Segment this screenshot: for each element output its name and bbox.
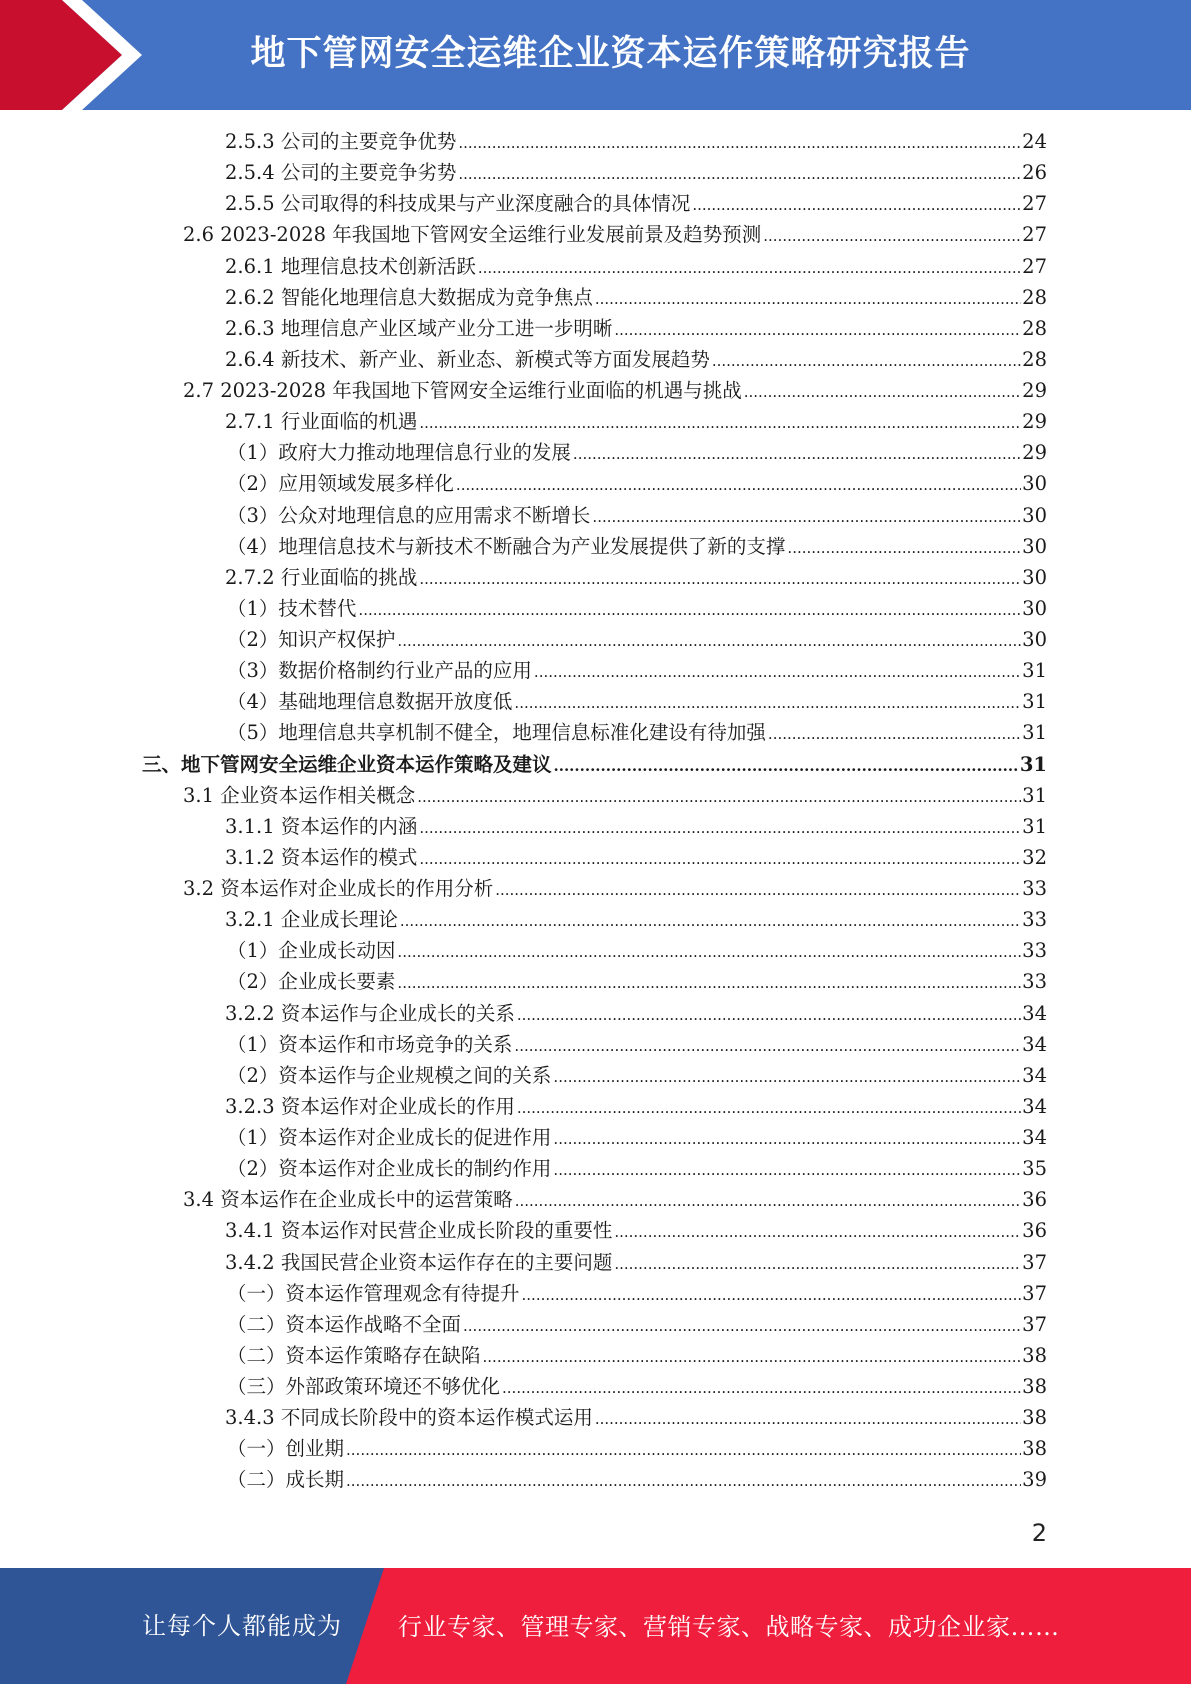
- toc-entry[interactable]: [0, 781, 1191, 812]
- toc-dot-leader: [397, 626, 1021, 657]
- toc-dot-leader: [419, 564, 1021, 595]
- toc-dot-leader: [417, 782, 1021, 813]
- toc-dot-leader: [346, 1435, 1021, 1466]
- toc-entry-page: 38: [1022, 1437, 1047, 1461]
- toc-entry[interactable]: [0, 252, 1191, 283]
- toc-entry-page: 29: [1022, 441, 1047, 465]
- toc-entry-label: 2.5.4 公司的主要竞争劣势: [225, 161, 457, 185]
- toc-entry[interactable]: [0, 1154, 1191, 1185]
- toc-entry[interactable]: [0, 438, 1191, 469]
- toc-dot-leader: [614, 1249, 1021, 1280]
- toc-dot-leader: [522, 1280, 1022, 1311]
- footer-banner: [0, 1568, 1191, 1684]
- toc-entry[interactable]: [0, 407, 1191, 438]
- toc-entry-page: 30: [1022, 534, 1047, 558]
- toc-entry-label: （2）知识产权保护: [227, 628, 396, 652]
- toc-entry-label: （3）数据价格制约行业产品的应用: [227, 659, 532, 683]
- toc-dot-leader: [554, 751, 1019, 782]
- toc-dot-leader: [592, 502, 1021, 533]
- toc-entry-label: （1）技术替代: [227, 596, 357, 620]
- toc-entry[interactable]: [0, 874, 1191, 905]
- table-of-contents: [0, 127, 1191, 1497]
- toc-entry-label: 2.7.1 行业面临的机遇: [225, 410, 418, 434]
- toc-dot-leader: [712, 346, 1021, 377]
- toc-entry[interactable]: [0, 189, 1191, 220]
- toc-entry-label: 3.4.3 不同成长阶段中的资本运作模式运用: [225, 1406, 593, 1430]
- toc-entry-page: 27: [1022, 254, 1047, 278]
- toc-dot-leader: [515, 1186, 1021, 1217]
- toc-entry-page: 31: [1022, 659, 1047, 683]
- toc-dot-leader: [419, 408, 1021, 439]
- toc-entry-label: （2）资本运作与企业规模之间的关系: [227, 1063, 552, 1087]
- toc-entry-label: 三、地下管网安全运维企业资本运作策略及建议: [142, 752, 552, 776]
- toc-dot-leader: [514, 688, 1021, 719]
- toc-dot-leader: [614, 315, 1021, 346]
- toc-entry-label: （1）企业成长动因: [227, 939, 396, 963]
- toc-dot-leader: [478, 253, 1021, 284]
- toc-dot-leader: [553, 1124, 1021, 1155]
- toc-entry-label: 3.4.1 资本运作对民营企业成长阶段的重要性: [225, 1219, 613, 1243]
- toc-entry-label: 2.5.3 公司的主要竞争优势: [225, 130, 457, 154]
- toc-entry[interactable]: [0, 376, 1191, 407]
- toc-dot-leader: [763, 221, 1021, 252]
- toc-entry[interactable]: [0, 936, 1191, 967]
- toc-dot-leader: [400, 906, 1021, 937]
- report-title: 地下管网安全运维企业资本运作策略研究报告: [250, 34, 971, 74]
- toc-entry-page: 35: [1022, 1157, 1047, 1181]
- toc-entry[interactable]: [0, 1310, 1191, 1341]
- toc-entry[interactable]: [0, 750, 1191, 781]
- toc-entry-page: 30: [1022, 565, 1047, 589]
- toc-entry-label: 2.7 2023-2028 年我国地下管网安全运维行业面临的机遇与挑战: [183, 379, 742, 403]
- toc-entry-label: 2.6.1 地理信息技术创新活跃: [225, 254, 476, 278]
- toc-entry[interactable]: [0, 469, 1191, 500]
- toc-entry-page: 28: [1022, 347, 1047, 371]
- toc-dot-leader: [495, 875, 1021, 906]
- toc-entry-page: 29: [1022, 410, 1047, 434]
- toc-entry-label: 3.1 企业资本运作相关概念: [183, 783, 416, 807]
- toc-dot-leader: [553, 1155, 1021, 1186]
- toc-entry[interactable]: [0, 158, 1191, 189]
- toc-dot-leader: [397, 937, 1021, 968]
- toc-dot-leader: [514, 1031, 1021, 1062]
- toc-entry[interactable]: [0, 1465, 1191, 1496]
- toc-dot-leader: [456, 470, 1021, 501]
- toc-entry[interactable]: [0, 1248, 1191, 1279]
- header-arrow-decoration: [0, 0, 150, 110]
- toc-entry-label: 2.5.5 公司取得的科技成果与产业深度融合的具体情况: [225, 192, 691, 216]
- toc-dot-leader: [573, 439, 1021, 470]
- toc-entry-page: 39: [1022, 1468, 1047, 1492]
- toc-entry[interactable]: [0, 1216, 1191, 1247]
- toc-entry-page: 27: [1022, 192, 1047, 216]
- toc-entry-page: 34: [1022, 1063, 1047, 1087]
- toc-dot-leader: [517, 1000, 1021, 1031]
- toc-dot-leader: [346, 1466, 1021, 1497]
- toc-dot-leader: [419, 813, 1021, 844]
- toc-entry[interactable]: [0, 127, 1191, 158]
- toc-entry[interactable]: [0, 687, 1191, 718]
- toc-entry-page: 24: [1022, 130, 1047, 154]
- toc-entry-page: 33: [1022, 908, 1047, 932]
- toc-entry-label: （2）应用领域发展多样化: [227, 472, 454, 496]
- footer-slogan-right: 行业专家、管理专家、营销专家、战略专家、成功企业家……: [398, 1613, 1060, 1641]
- toc-dot-leader: [768, 719, 1021, 750]
- toc-entry-label: （4）地理信息技术与新技术不断融合为产业发展提供了新的支撑: [227, 534, 786, 558]
- toc-dot-leader: [534, 657, 1021, 688]
- toc-entry-label: （1）资本运作和市场竞争的关系: [227, 1032, 513, 1056]
- toc-dot-leader: [595, 1404, 1021, 1435]
- toc-entry[interactable]: [0, 1434, 1191, 1465]
- toc-entry-page: 33: [1022, 877, 1047, 901]
- toc-entry-page: 38: [1022, 1343, 1047, 1367]
- toc-entry-label: 2.6.2 智能化地理信息大数据成为竞争焦点: [225, 285, 593, 309]
- toc-entry-page: 31: [1019, 752, 1047, 776]
- toc-entry-label: 3.2.3 资本运作对企业成长的作用: [225, 1094, 515, 1118]
- toc-dot-leader: [358, 595, 1021, 626]
- toc-entry-page: 38: [1022, 1406, 1047, 1430]
- toc-entry-page: 31: [1022, 783, 1047, 807]
- toc-entry[interactable]: [0, 1030, 1191, 1061]
- toc-entry-page: 38: [1022, 1375, 1047, 1399]
- toc-entry-label: 2.6.4 新技术、新产业、新业态、新模式等方面发展趋势: [225, 347, 710, 371]
- toc-entry-page: 30: [1022, 596, 1047, 620]
- toc-entry-label: 3.1.2 资本运作的模式: [225, 845, 418, 869]
- toc-entry[interactable]: [0, 1372, 1191, 1403]
- toc-entry-page: 33: [1022, 970, 1047, 994]
- toc-dot-leader: [553, 1062, 1021, 1093]
- toc-entry[interactable]: [0, 594, 1191, 625]
- toc-dot-leader: [463, 1311, 1021, 1342]
- toc-entry-page: 36: [1022, 1219, 1047, 1243]
- toc-entry-label: （1）政府大力推动地理信息行业的发展: [227, 441, 571, 465]
- toc-entry-label: （1）资本运作对企业成长的促进作用: [227, 1126, 552, 1150]
- toc-entry-page: 34: [1022, 1032, 1047, 1056]
- toc-dot-leader: [458, 159, 1021, 190]
- footer-slogan-left: 让每个人都能成为: [142, 1612, 342, 1640]
- toc-entry-label: （三）外部政策环境还不够优化: [227, 1375, 501, 1399]
- toc-entry-page: 33: [1022, 939, 1047, 963]
- toc-entry-label: 3.4.2 我国民营企业资本运作存在的主要问题: [225, 1250, 613, 1274]
- toc-entry[interactable]: [0, 905, 1191, 936]
- toc-dot-leader: [419, 844, 1021, 875]
- toc-entry-page: 37: [1022, 1250, 1047, 1274]
- toc-dot-leader: [458, 128, 1021, 159]
- toc-entry-label: 3.1.1 资本运作的内涵: [225, 814, 418, 838]
- toc-entry-label: （2）资本运作对企业成长的制约作用: [227, 1157, 552, 1181]
- page-number: 2: [1031, 1519, 1047, 1547]
- toc-entry[interactable]: [0, 1061, 1191, 1092]
- toc-entry-page: 30: [1022, 503, 1047, 527]
- toc-entry-page: 28: [1022, 316, 1047, 340]
- toc-entry-label: 3.4 资本运作在企业成长中的运营策略: [183, 1188, 513, 1212]
- toc-entry-page: 31: [1022, 814, 1047, 838]
- toc-entry[interactable]: [0, 532, 1191, 563]
- toc-dot-leader: [483, 1342, 1022, 1373]
- header-banner: [0, 0, 1191, 110]
- toc-dot-leader: [787, 533, 1021, 564]
- toc-entry[interactable]: [0, 1092, 1191, 1123]
- toc-dot-leader: [614, 1217, 1021, 1248]
- toc-entry-page: 32: [1022, 845, 1047, 869]
- toc-entry[interactable]: [0, 283, 1191, 314]
- toc-entry-page: 28: [1022, 285, 1047, 309]
- toc-entry-label: （5）地理信息共享机制不健全，地理信息标准化建设有待加强: [227, 721, 766, 745]
- toc-entry[interactable]: [0, 999, 1191, 1030]
- toc-entry[interactable]: [0, 812, 1191, 843]
- toc-entry[interactable]: [0, 1123, 1191, 1154]
- toc-entry-page: 37: [1022, 1312, 1047, 1336]
- toc-entry-page: 27: [1022, 223, 1047, 247]
- toc-entry-label: 3.2 资本运作对企业成长的作用分析: [183, 877, 494, 901]
- toc-entry-page: 34: [1022, 1001, 1047, 1025]
- toc-entry[interactable]: [0, 656, 1191, 687]
- toc-entry-page: 31: [1022, 721, 1047, 745]
- toc-entry[interactable]: [0, 1185, 1191, 1216]
- toc-entry-page: 37: [1022, 1281, 1047, 1305]
- toc-entry-page: 30: [1022, 628, 1047, 652]
- toc-dot-leader: [502, 1373, 1021, 1404]
- toc-entry-label: 2.6 2023-2028 年我国地下管网安全运维行业发展前景及趋势预测: [183, 223, 762, 247]
- toc-entry-page: 29: [1022, 379, 1047, 403]
- toc-entry[interactable]: [0, 501, 1191, 532]
- toc-entry-label: 2.7.2 行业面临的挑战: [225, 565, 418, 589]
- toc-entry-label: （一）资本运作管理观念有待提升: [227, 1281, 520, 1305]
- toc-entry[interactable]: [0, 1403, 1191, 1434]
- toc-entry[interactable]: [0, 345, 1191, 376]
- toc-dot-leader: [397, 968, 1021, 999]
- toc-entry-label: 3.2.1 企业成长理论: [225, 908, 398, 932]
- toc-entry[interactable]: [0, 1279, 1191, 1310]
- toc-entry[interactable]: [0, 314, 1191, 345]
- toc-entry[interactable]: [0, 1341, 1191, 1372]
- toc-dot-leader: [517, 1093, 1021, 1124]
- toc-entry-label: （2）企业成长要素: [227, 970, 396, 994]
- toc-entry[interactable]: [0, 625, 1191, 656]
- toc-entry-page: 30: [1022, 472, 1047, 496]
- toc-dot-leader: [595, 284, 1021, 315]
- toc-entry[interactable]: [0, 967, 1191, 998]
- toc-entry-label: （二）成长期: [227, 1468, 345, 1492]
- toc-entry[interactable]: [0, 843, 1191, 874]
- toc-entry-page: 34: [1022, 1126, 1047, 1150]
- toc-entry-label: （二）资本运作战略不全面: [227, 1312, 462, 1336]
- toc-entry[interactable]: [0, 220, 1191, 251]
- toc-entry-label: 2.6.3 地理信息产业区域产业分工进一步明晰: [225, 316, 613, 340]
- toc-entry-page: 31: [1022, 690, 1047, 714]
- toc-entry-label: （一）创业期: [227, 1437, 345, 1461]
- toc-entry-label: （二）资本运作策略存在缺陷: [227, 1343, 481, 1367]
- toc-dot-leader: [692, 190, 1021, 221]
- toc-entry[interactable]: [0, 718, 1191, 749]
- toc-entry-page: 26: [1022, 161, 1047, 185]
- toc-entry[interactable]: [0, 563, 1191, 594]
- toc-dot-leader: [744, 377, 1021, 408]
- toc-entry-label: 3.2.2 资本运作与企业成长的关系: [225, 1001, 515, 1025]
- toc-entry-page: 34: [1022, 1094, 1047, 1118]
- toc-entry-label: （3）公众对地理信息的应用需求不断增长: [227, 503, 591, 527]
- toc-entry-page: 36: [1022, 1188, 1047, 1212]
- toc-entry-label: （4）基础地理信息数据开放度低: [227, 690, 513, 714]
